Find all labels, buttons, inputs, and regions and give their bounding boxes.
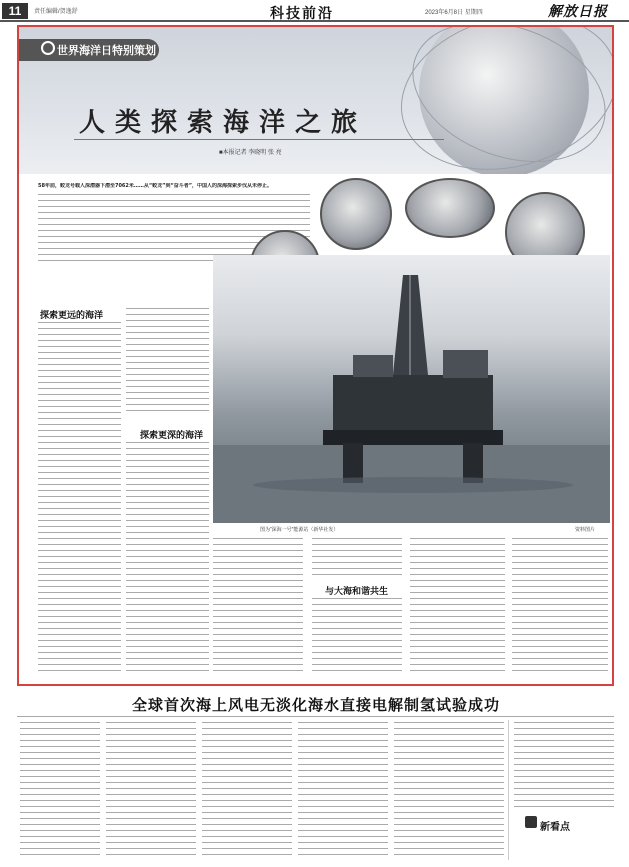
feature-hero bbox=[19, 27, 612, 174]
feature-byline: ■本报记者 李晓明 张 亮 bbox=[219, 150, 282, 156]
sidebar-label: 新看点 bbox=[540, 822, 570, 833]
section-heading-3: 与大海和谐共生 bbox=[325, 587, 389, 597]
column-text bbox=[512, 538, 608, 680]
submarine-photo bbox=[405, 178, 495, 238]
masthead-logo: 解放日报 bbox=[548, 4, 608, 20]
column-text bbox=[126, 442, 209, 680]
bottom-column-text bbox=[298, 722, 388, 862]
platform-illustration bbox=[213, 255, 610, 523]
column-divider bbox=[508, 720, 509, 860]
section-title: 科技前沿 bbox=[270, 6, 334, 22]
globe-icon bbox=[41, 41, 55, 55]
news-icon bbox=[525, 816, 537, 828]
column-text bbox=[213, 538, 303, 680]
section-heading-1: 探索更远的海洋 bbox=[40, 311, 104, 321]
intro-paragraph: 58年前，蛟龙号载人深潜器下潜至7062米……从“蛟龙”到“奋斗者”，中国人的深海探索步伐从未停止。 bbox=[38, 183, 273, 189]
column-text bbox=[126, 308, 209, 418]
page-number: 11 bbox=[2, 3, 28, 19]
column-text bbox=[410, 538, 505, 680]
bottom-column-text bbox=[394, 722, 504, 862]
column-text bbox=[38, 322, 121, 680]
feature-title: 人类探索海洋之旅 bbox=[79, 108, 368, 138]
editor-credit: 责任编辑/贺逸舒 bbox=[34, 9, 78, 15]
bottom-column-text bbox=[20, 722, 100, 862]
headline-rule bbox=[17, 716, 614, 717]
column-text bbox=[312, 538, 402, 580]
column-text bbox=[312, 598, 402, 680]
bottom-column-text bbox=[106, 722, 196, 862]
page-header bbox=[0, 0, 629, 22]
bottom-column-text bbox=[202, 722, 292, 862]
submersible-photo bbox=[320, 178, 392, 250]
special-band-label: 世界海洋日特别策划 bbox=[57, 44, 156, 57]
photo-caption: 图为“深海一号”能源站（新华社发） bbox=[260, 527, 339, 533]
title-rule bbox=[74, 139, 444, 140]
issue-date: 2023年6月8日 星期四 bbox=[425, 10, 483, 16]
section-heading-2: 探索更深的海洋 bbox=[140, 431, 204, 441]
sidebar-text bbox=[514, 722, 614, 812]
photo-credit: 资料图片 bbox=[575, 527, 596, 533]
drilling-platform-photo bbox=[213, 255, 610, 523]
bottom-headline: 全球首次海上风电无淡化海水直接电解制氢试验成功 bbox=[132, 696, 501, 714]
